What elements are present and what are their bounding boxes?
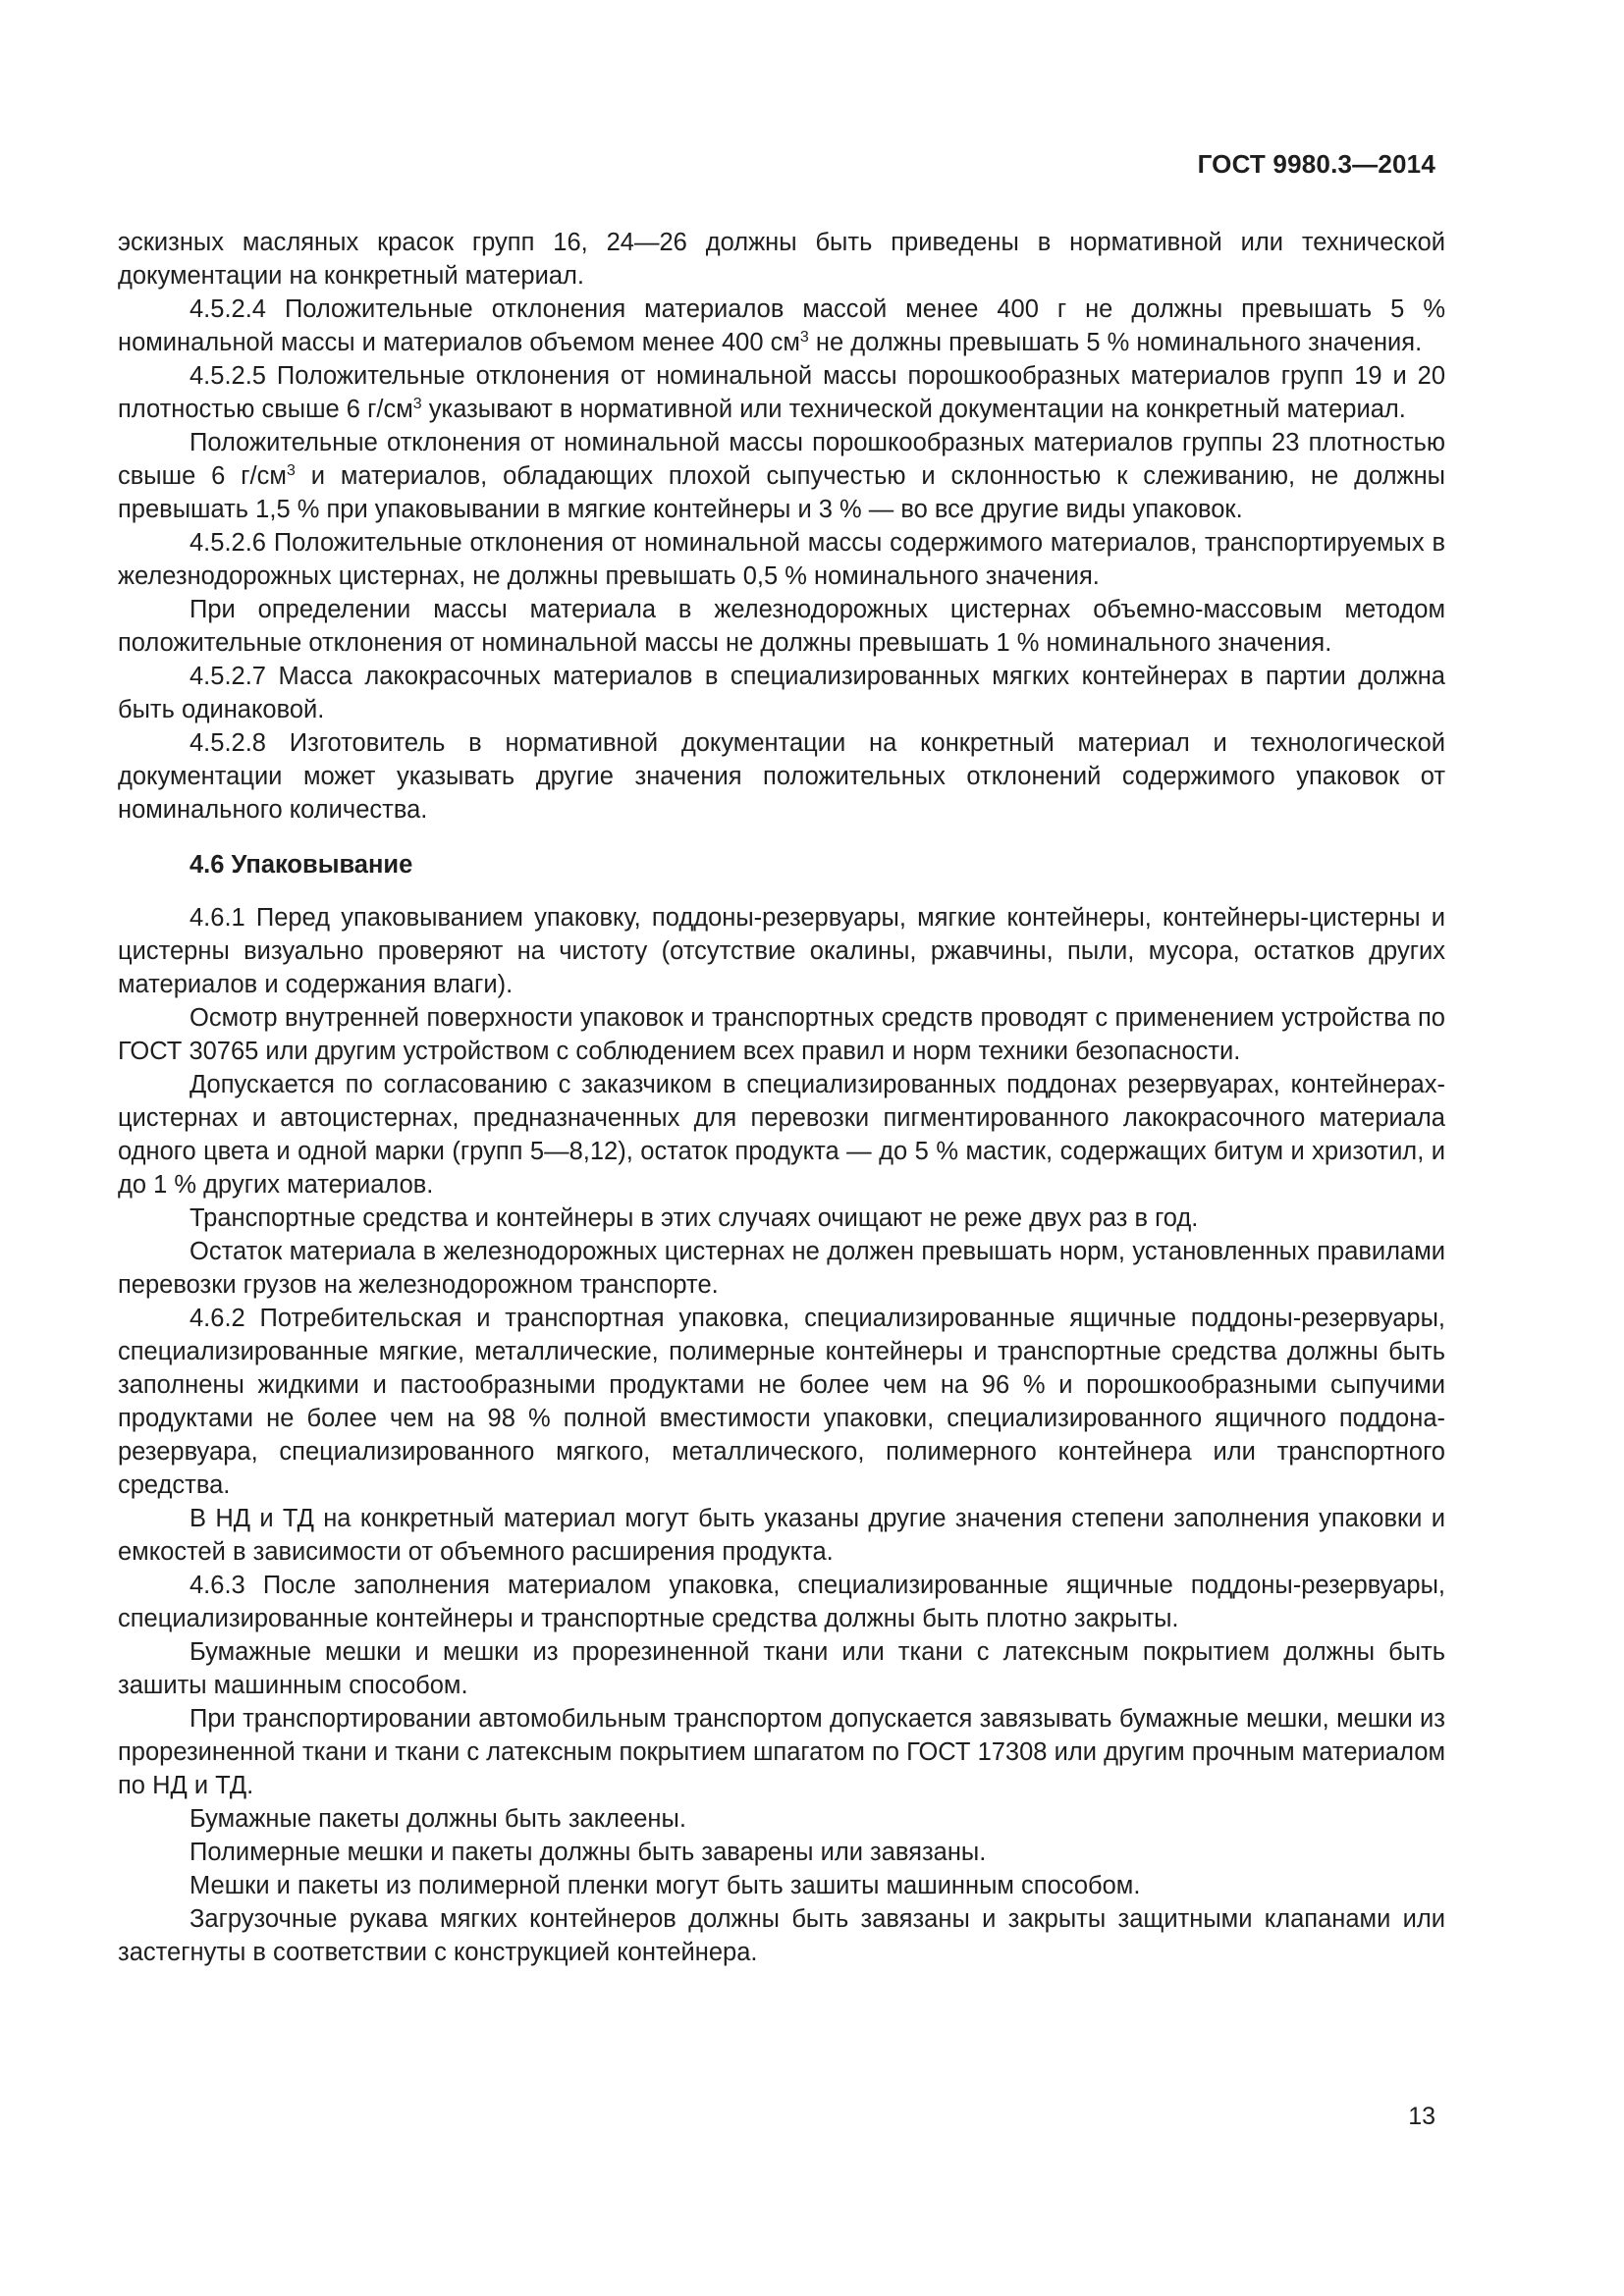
paragraph-rail-residue: Остаток материала в железнодорожных цистернах не должен превышать норм, установленных правилами перевозки грузов на железнодорожном транспорте. xyxy=(118,1238,1445,1299)
paragraph-road-transport: При транспортировании автомобильным транспортом допускается завязывать бумажные мешки, мешки из прорезиненной ткани и ткани с латексным покрытием шпагатом по ГОСТ 17308 или другим прочным материалом по НД и ТД. xyxy=(118,1705,1445,1799)
paragraph-4-6-3: 4.6.3 После заполнения материалом упаковка, специализированные ящичные поддоны-резервуары, специализированные контейнеры и транспортные средства должны быть плотно закрыты. xyxy=(118,1572,1445,1632)
paragraph-loading-sleeves: Загрузочные рукава мягких контейнеров должны быть завязаны и закрыты защитными клапанами или застегнуты в соответствии с конструкцией контейнера. xyxy=(118,1905,1445,1966)
paragraph-paper-bags: Бумажные мешки и мешки из прорезиненной ткани или ткани с латексным покрытием должны быть зашиты машинным способом. xyxy=(118,1638,1445,1699)
paragraph-group-23-deviation xyxy=(118,426,1445,526)
paragraph-rail-tank-mass: При определении массы материала в железнодорожных цистернах объемно-массовым методом положительные отклонения от номинальной массы не должны превышать 1 % номинального значения. xyxy=(118,596,1445,657)
document-id-header: ГОСТ 9980.3—2014 xyxy=(1197,149,1435,179)
section-heading-4-6: 4.6 Упаковывание xyxy=(189,851,413,879)
paragraph-4-5-2-4 xyxy=(118,293,1445,359)
paragraph-residue-allowed: Допускается по согласованию с заказчиком в специализированных поддонах резервуарах, контейнерах-цистернах и автоцистернах, предназначенных для перевозки пигментированного лакокрасочного материала одного цвета и одной марки (групп 5—8,12), остаток продукта — до 5 % мастик, содержащих битум и хризотил, и до 1 % других материалов. xyxy=(118,1071,1445,1199)
paragraph-film-bags: Мешки и пакеты из полимерной пленки могут быть зашиты машинным способом. xyxy=(189,1872,1141,1899)
paragraph-continuation: эскизных масляных красок групп 16, 24—26 должны быть приведены в нормативной или технической документации на конкретный материал. xyxy=(118,229,1445,290)
text-fragment: указывают в нормативной или технической документации на конкретный материал. xyxy=(421,396,1406,423)
paragraph-cleaning-frequency: Транспортные средства и контейнеры в этих случаях очищают не реже двух раз в год. xyxy=(189,1204,1199,1232)
paragraph-polymer-bags: Полимерные мешки и пакеты должны быть заварены или завязаны. xyxy=(189,1839,987,1866)
paragraph-fill-degree: В НД и ТД на конкретный материал могут быть указаны другие значения степени заполнения упаковки и емкостей в зависимости от объемного расширения продукта. xyxy=(118,1505,1445,1566)
text-fragment: Положительные отклонения от номинальной массы порошкообразных материалов группы 23 плотностью свыше 6 г/см xyxy=(118,429,1445,490)
page-content xyxy=(118,226,1445,1969)
paragraph-4-5-2-6: 4.5.2.6 Положительные отклонения от номинальной массы содержимого материалов, транспортируемых в железнодорожных цистернах, не должны превышать 0,5 % номинального значения. xyxy=(118,529,1445,590)
superscript: 3 xyxy=(799,329,809,346)
paragraph-4-5-2-5 xyxy=(118,359,1445,426)
superscript: 3 xyxy=(412,396,422,412)
text-fragment: не должны превышать 5 % номинального значения. xyxy=(808,329,1423,356)
paragraph-4-5-2-8: 4.5.2.8 Изготовитель в нормативной документации на конкретный материал и технологической документации может указывать другие значения положительных отклонений содержимого упаковок от номинального количества. xyxy=(118,729,1445,824)
paragraph-4-5-2-7: 4.5.2.7 Масса лакокрасочных материалов в специализированных мягких контейнерах в партии должна быть одинаковой. xyxy=(118,663,1445,723)
paragraph-inspection: Осмотр внутренней поверхности упаковок и транспортных средств проводят с применением устройства по ГОСТ 30765 или другим устройством с соблюдением всех правил и норм техники безопасности. xyxy=(118,1004,1445,1065)
text-fragment: и материалов, обладающих плохой сыпучестью и склонностью к слеживанию, не должны превышать 1,5 % при упаковывании в мягкие контейнеры и 3 % — во все другие виды упаковок. xyxy=(118,462,1445,523)
text-fragment: 4.5.2.5 Положительные отклонения от номинальной массы порошкообразных материалов групп 19 и 20 плотностью свыше 6 г/см xyxy=(118,362,1445,423)
text-fragment: 4.5.2.4 Положительные отклонения материалов массой менее 400 г не должны превышать 5 % номинальной массы и материалов объемом менее 400 см xyxy=(118,295,1445,356)
page-number: 13 xyxy=(1408,2103,1435,2130)
paragraph-4-6-2: 4.6.2 Потребительская и транспортная упаковка, специализированные ящичные поддоны-резервуары, специализированные мягкие, металлические, полимерные контейнеры и транспортные средства должны быть заполнены жидкими и пастообразными продуктами не более чем на 96 % и порошкообразными сыпучими продуктами не более чем на 98 % полной вместимости упаковки, специализированного ящичного поддона-резервуара, специализированного мягкого, металлического, полимерного контейнера или транспортного средства. xyxy=(118,1305,1445,1499)
superscript: 3 xyxy=(286,462,296,479)
paragraph-4-6-1: 4.6.1 Перед упаковыванием упаковку, поддоны-резервуары, мягкие контейнеры, контейнеры-цистерны и цистерны визуально проверяют на чистоту (отсутствие окалины, ржавчины, пыли, мусора, остатков других материалов и содержания влаги). xyxy=(118,904,1445,998)
paragraph-paper-packets: Бумажные пакеты должны быть заклеены. xyxy=(189,1805,686,1833)
